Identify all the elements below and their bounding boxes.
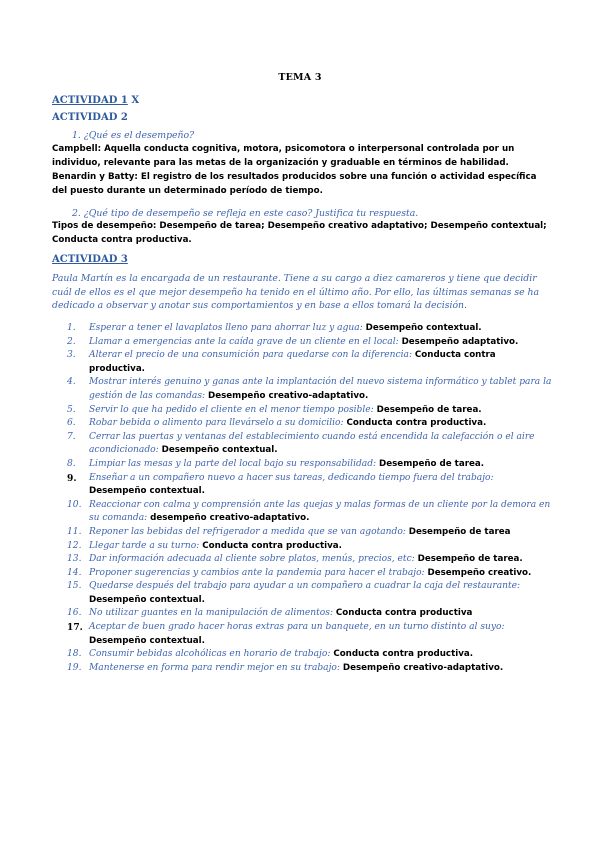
list-item-number: 11. — [67, 526, 82, 537]
list-item-behavior: Llegar tarde a su turno: — [89, 540, 200, 551]
list-item — [52, 417, 552, 431]
answer-1-text: Campbell: Aquella conducta cognitiva, motora, psicomotora o interpersonal controlada por un individuo, relevante para las metas de la organización y graduable en términos de habilidad. — [52, 144, 515, 168]
list-item-answer: Conducta contra productiva. — [333, 649, 474, 660]
list-item-answer: Desempeño de tarea. — [417, 554, 523, 565]
list-item — [52, 621, 552, 648]
list-item-number: 14. — [67, 567, 82, 578]
activity2-answer-1b — [52, 171, 552, 198]
list-item-number: 9. — [67, 472, 77, 484]
list-item-number: 1. — [67, 323, 76, 333]
list-item-behavior: Cerrar las puertas y ventanas del establecimiento cuando está encendida la calefacción o el aire acondicionado: — [89, 431, 535, 456]
list-item-behavior: Servir lo que ha pedido el cliente en el menor tiempo posible: — [89, 404, 374, 415]
list-item-answer: Conducta contra productiva. — [202, 540, 342, 551]
list-item — [52, 662, 552, 676]
activity1-heading — [52, 95, 139, 106]
activity2-question-2: 2. ¿Qué tipo de desempeño se refleja en este caso? Justifica tu respuesta. — [72, 208, 419, 219]
list-item — [52, 567, 552, 581]
list-item-behavior: Limpiar las mesas y la parte del local bajo su responsabilidad: — [89, 458, 377, 469]
list-item-behavior: Reponer las bebidas del refrigerador a medida que se van agotando: — [89, 526, 406, 537]
list-item-behavior: Consumir bebidas alcohólicas en horario de trabajo: — [89, 649, 331, 660]
list-item-number: 8. — [67, 458, 76, 469]
list-item-answer: Desempeño contextual. — [161, 445, 278, 456]
list-item-behavior: Quedarse después del trabajo para ayudar a un compañero a cuadrar la caja del restaurante: — [89, 581, 521, 592]
list-item — [52, 499, 552, 526]
list-item — [52, 540, 552, 554]
list-item-answer: Desempeño de tarea. — [376, 404, 482, 415]
list-item — [52, 322, 552, 336]
list-item-number: 5. — [67, 404, 76, 415]
activity2-question-1: 1. ¿Qué es el desempeño? — [72, 130, 195, 141]
activity1-mark: X — [131, 95, 140, 106]
list-item — [52, 472, 552, 499]
list-item — [52, 458, 552, 472]
list-item-number: 19. — [67, 662, 82, 673]
behavior-list — [52, 322, 552, 675]
list-item-behavior: Dar información adecuada al cliente sobre platos, menús, precios, etc: — [89, 554, 415, 565]
list-item-number: 12. — [67, 540, 82, 551]
list-item-number: 15. — [67, 581, 82, 592]
activity2-answer-1 — [52, 143, 552, 170]
activity1-label: ACTIVIDAD 1 — [52, 95, 128, 106]
list-item-answer: Desempeño de tarea — [408, 526, 511, 537]
list-item-number: 10. — [67, 499, 82, 510]
list-item-answer: Desempeño de tarea. — [379, 458, 485, 469]
answer-1b-text: Benardin y Batty: El registro de los resultados producidos sobre una función o actividad específica del puesto durante un determinado período de tiempo. — [52, 172, 537, 196]
list-item-answer: Desempeño creativo-adaptativo. — [208, 390, 369, 401]
list-item-behavior: Esperar a tener el lavaplatos lleno para ahorrar luz y agua: — [89, 323, 363, 333]
list-item-behavior: Mostrar interés genuino y ganas ante la implantación del nuevo sistema informático y tablet para la gestión de las comandas: — [89, 377, 552, 401]
list-item-number: 13. — [67, 554, 82, 565]
list-item-behavior: Mantenerse en forma para rendir mejor en su trabajo: — [89, 662, 340, 673]
activity2-label: ACTIVIDAD 2 — [52, 112, 128, 123]
activity3-label: ACTIVIDAD 3 — [52, 254, 128, 265]
list-item-answer: Conducta contra productiva. — [89, 350, 496, 374]
list-item-behavior: No utilizar guantes en la manipulación de alimentos: — [89, 608, 334, 619]
list-item — [52, 580, 552, 607]
list-item — [52, 526, 552, 540]
list-item-number: 2. — [67, 336, 76, 347]
list-item-behavior: Aceptar de buen grado hacer horas extras para un banquete, en un turno distinto al suyo: — [89, 622, 505, 633]
list-item-behavior: Alterar el precio de una consumición para quedarse con la diferencia: — [89, 350, 413, 361]
list-item — [52, 376, 552, 403]
list-item-answer: Desempeño creativo. — [427, 567, 532, 578]
list-item-answer: Desempeño contextual. — [89, 486, 205, 497]
list-item-behavior: Llamar a emergencias ante la caída grave de un cliente en el local: — [89, 336, 399, 347]
list-item-number: 3. — [67, 350, 76, 361]
list-item-number: 7. — [67, 431, 76, 442]
activity3-intro: Paula Martín es la encargada de un restaurante. Tiene a su cargo a diez camareros y tiene que decidir cuál de ellos es el que mejor desempeño ha tenido en el último año. Por ello, las últimas semanas se ha dedicado a observar y anotar sus comportamientos y en base a ellos tomará la decisión. — [52, 273, 540, 312]
list-item-behavior: Proponer sugerencias y cambios ante la pandemia para hacer el trabajo: — [89, 567, 425, 578]
activity2-heading — [52, 112, 128, 123]
list-item — [52, 431, 552, 458]
list-item-answer: Desempeño contextual. — [89, 594, 205, 605]
list-item — [52, 336, 552, 350]
list-item-answer: Desempeño contextual. — [89, 635, 205, 646]
activity2-answer-2 — [52, 220, 552, 247]
list-item — [52, 553, 552, 567]
list-item-behavior: Robar bebida o alimento para llevárselo a su domicilio: — [89, 418, 344, 429]
list-item-answer: Desempeño adaptativo. — [401, 336, 519, 347]
list-item — [52, 404, 552, 418]
list-item-behavior: Reaccionar con calma y comprensión ante las quejas y malas formas de un cliente por la demora en su comanda: — [89, 499, 551, 524]
list-item-behavior: Enseñar a un compañero nuevo a hacer sus tareas, dedicando tiempo fuera del trabajo: — [89, 472, 494, 483]
list-item-answer: Desempeño creativo-adaptativo. — [342, 662, 504, 673]
list-item — [52, 349, 552, 376]
list-item-answer: desempeño creativo-adaptativo. — [150, 513, 310, 524]
activity3-heading — [52, 254, 128, 265]
list-item-answer: Conducta contra productiva — [335, 608, 473, 619]
list-item-number: 17. — [67, 622, 83, 634]
page-title: TEMA 3 — [278, 72, 322, 83]
list-item-answer: Desempeño contextual. — [365, 323, 482, 333]
list-item — [52, 648, 552, 662]
list-item-number: 6. — [67, 418, 76, 429]
list-item-answer: Conducta contra productiva. — [346, 418, 487, 429]
list-item-number: 18. — [67, 649, 82, 660]
list-item-number: 4. — [67, 377, 76, 388]
list-item-number: 16. — [67, 608, 82, 619]
list-item — [52, 607, 552, 621]
answer-2-text: Tipos de desempeño: Desempeño de tarea; Desempeño creativo adaptativo; Desempeño contextual; Conducta contra productiva. — [52, 221, 547, 245]
